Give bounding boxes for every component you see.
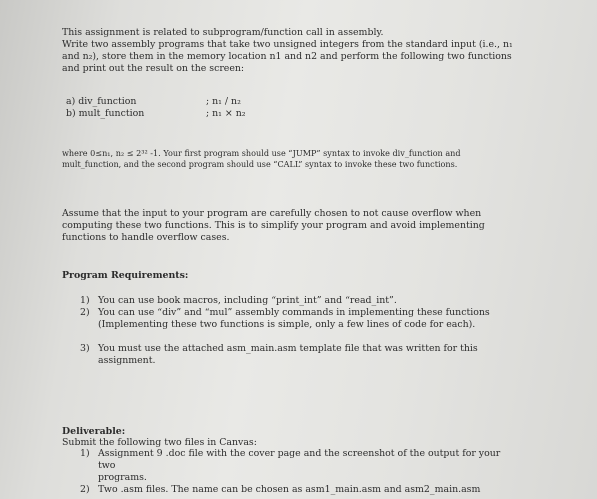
requirement-item [80, 307, 510, 331]
assume-line: Assume that the input to your program are carefully chosen to not cause overflow when [62, 208, 482, 219]
deliverable-item [80, 448, 510, 484]
requirement-text: You can use book macros, including “print_int” and “read_int”. [98, 295, 397, 306]
deliverable-text: Two .asm files. The name can be chosen as asm1_main.asm and asm2_main.asm [98, 484, 481, 495]
assume-paragraph [62, 208, 532, 244]
requirement-item [80, 343, 510, 367]
deliverable-text: programs. [98, 472, 147, 483]
function-operation: ; n₁ × n₂ [206, 108, 246, 119]
assume-line: computing these two functions. This is to simplify your program and avoid implementing [62, 220, 485, 231]
function-list [66, 96, 486, 120]
where-paragraph [62, 148, 532, 169]
requirement-number: 1) [80, 295, 90, 306]
deliverable-list [80, 448, 510, 496]
deliverable-intro: Submit the following two files in Canvas: [62, 437, 257, 448]
requirement-text: assignment. [98, 355, 156, 366]
requirement-number: 3) [80, 343, 90, 354]
where-line: where 0≤n₁, n₂ ≤ 2³² -1. Your first program should use “JUMP” syntax to invoke div_function and [62, 148, 461, 158]
deliverable-text: Assignment 9 .doc file with the cover page and the screenshot of the output for your two [98, 448, 501, 471]
deliverable-item [80, 484, 510, 496]
intro-line: and n₂), store them in the memory location n1 and n2 and perform the following two functions [62, 51, 512, 62]
deliverable-number: 2) [80, 484, 90, 495]
intro-line: Write two assembly programs that take two unsigned integers from the standard input (i.e., n₁ [62, 39, 513, 50]
where-line: mult_function, and the second program should use “CALL” syntax to invoke these two functions. [62, 158, 458, 169]
function-item [66, 108, 486, 120]
requirement-text: (Implementing these two functions is simple, only a few lines of code for each). [98, 319, 476, 330]
intro-line: This assignment is related to subprogram/function call in assembly. [62, 27, 384, 38]
requirement-text: You can use “div” and “mul” assembly commands in implementing these functions [98, 307, 490, 318]
intro-paragraph [62, 27, 532, 75]
function-name: b) mult_function [66, 108, 145, 119]
requirements-list [80, 295, 510, 367]
assume-line: functions to handle overflow cases. [62, 232, 230, 243]
requirement-text: You must use the attached asm_main.asm template file that was written for this [98, 343, 478, 354]
deliverable-number: 1) [80, 448, 90, 459]
function-item [66, 96, 486, 108]
function-operation: ; n₁ / n₂ [206, 96, 241, 107]
requirement-item [80, 295, 510, 307]
deliverable-heading: Deliverable: [62, 426, 126, 437]
requirements-heading: Program Requirements: [62, 270, 189, 281]
function-name: a) div_function [66, 96, 137, 107]
requirement-number: 2) [80, 307, 90, 318]
intro-line: and print out the result on the screen: [62, 63, 245, 74]
